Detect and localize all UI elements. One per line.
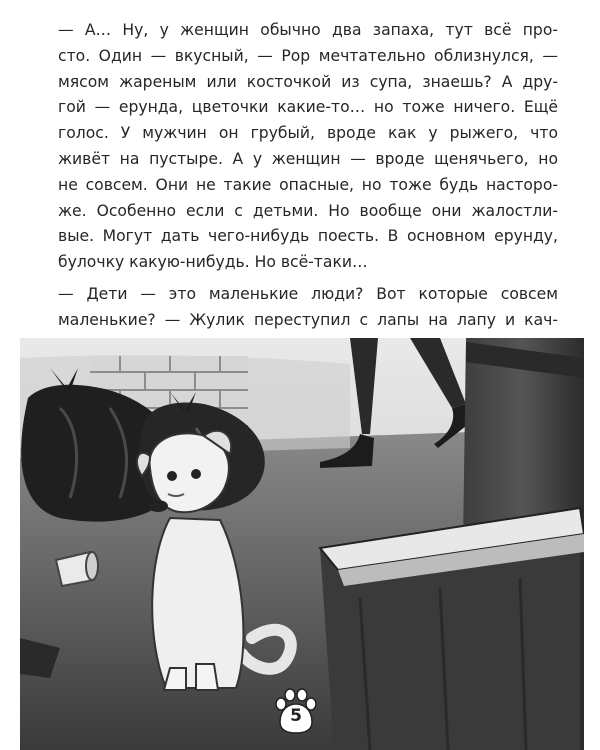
dumpster [320, 508, 584, 750]
text-line: не совсем. Они не такие опасные, но тоже будь насторо- [58, 175, 558, 194]
text-line: булочку какую-нибудь. Но всё-таки… [58, 253, 368, 272]
text-line: маленькие? — Жулик переступил с лапы на лапу и кач- [58, 310, 558, 329]
paragraph-1 [58, 18, 558, 276]
text-line: сто. Один — вкусный, — Рор мечтательно облизнулся, — [58, 46, 558, 65]
text-line: живёт на пустыре. А у женщин — вроде щенячьего, но [58, 149, 558, 168]
text-line: же. Особенно если с детьми. Но вообще они жалостли- [58, 201, 558, 220]
text-line: — Дети — это маленькие люди? Вот которые совсем [58, 284, 558, 303]
text-line: мясом жареным или косточкой из супа, знаешь? А дру- [58, 72, 558, 91]
page-number-text: 5 [290, 706, 302, 726]
story-text [58, 18, 558, 359]
page-number [274, 688, 318, 734]
text-line: — А… Ну, у женщин обычно два запаха, тут всё про- [58, 21, 558, 39]
text-line: голос. У мужчин он грубый, вроде как у рыжего, что [58, 124, 558, 143]
text-line: вые. Могут дать чего-нибудь поесть. В основном ерунду, [58, 227, 558, 246]
text-line: гой — ерунда, цветочки какие-то… но тоже ничего. Ещё [58, 98, 558, 117]
